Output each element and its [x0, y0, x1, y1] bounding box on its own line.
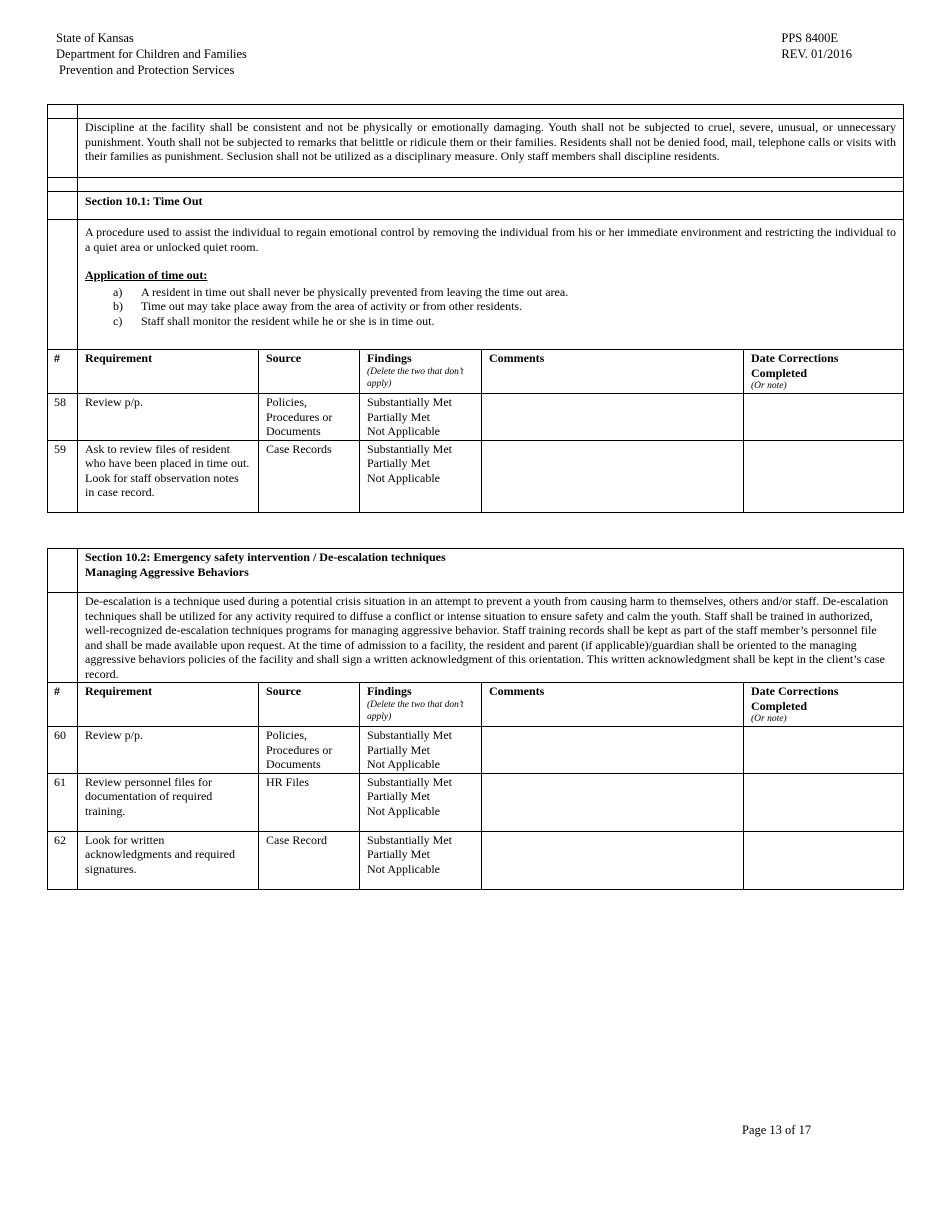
list-item: b) Time out may take place away from the area of activity or from other residents.: [113, 299, 523, 313]
row-source: HR Files: [259, 773, 360, 831]
col-requirement-header: Requirement: [78, 350, 259, 394]
row-number: 61: [48, 773, 78, 831]
definition-cell: [78, 220, 904, 350]
header-form-number: PPS 8400E: [781, 31, 838, 45]
definition-text: A procedure used to assist the individual to regain emotional control by removing the individual from his or her immediate environment and restricting the individual to a quiet area or unlocked quiet room.: [85, 225, 896, 254]
col-findings-header: Findings (Delete the two that don’t apply): [360, 683, 482, 727]
row-comments[interactable]: [482, 440, 744, 512]
blank-cell: [48, 119, 78, 178]
header-revision: REV. 01/2016: [781, 47, 852, 61]
row-source: Policies, Procedures or Documents: [259, 394, 360, 441]
discipline-row: [48, 119, 904, 178]
header-agency: [56, 30, 247, 78]
row-date[interactable]: [744, 773, 904, 831]
column-header-row: [48, 350, 904, 394]
header-division: Prevention and Protection Services: [59, 63, 235, 77]
list-item: c) Staff shall monitor the resident while he or she is in time out.: [113, 313, 435, 328]
col-requirement-header: Requirement: [78, 683, 259, 727]
page-number: Page 13 of 17: [742, 1123, 812, 1137]
spacer-cell: [48, 178, 78, 192]
row-source: Policies, Procedures or Documents: [259, 727, 360, 774]
blank-cell: [48, 192, 78, 220]
section-title: Section 10.1: Time Out: [78, 192, 904, 220]
list-item: a) A resident in time out shall never be physically prevented from leaving the time out area.: [113, 284, 569, 299]
section-title-row: [48, 549, 904, 593]
col-findings-header: Findings (Delete the two that don’t apply): [360, 350, 482, 394]
col-source-header: Source: [259, 350, 360, 394]
row-findings[interactable]: Substantially Met Partially Met Not Applicable: [360, 773, 482, 831]
row-comments[interactable]: [482, 394, 744, 441]
row-number: 59: [48, 440, 78, 512]
blank-cell: [48, 593, 78, 683]
row-source: Case Record: [259, 831, 360, 889]
col-date-header: Date Corrections Completed (Or note): [744, 683, 904, 727]
table-row: [48, 727, 904, 774]
header-state: State of Kansas: [56, 31, 134, 45]
row-findings[interactable]: Substantially Met Partially Met Not Applicable: [360, 394, 482, 441]
spacer-row: [48, 105, 904, 119]
row-requirement: Review p/p.: [78, 727, 259, 774]
row-date[interactable]: [744, 394, 904, 441]
row-source: Case Records: [259, 440, 360, 512]
row-findings[interactable]: Substantially Met Partially Met Not Applicable: [360, 727, 482, 774]
table-row: [48, 394, 904, 441]
col-num-header: #: [48, 683, 78, 727]
table-row: [48, 440, 904, 512]
section-title: Section 10.2: Emergency safety intervention / De-escalation techniques Managing Aggressive Behaviors: [78, 549, 904, 593]
row-findings[interactable]: Substantially Met Partially Met Not Applicable: [360, 440, 482, 512]
table-row: [48, 831, 904, 889]
row-requirement: Review p/p.: [78, 394, 259, 441]
spacer-cell: [78, 105, 904, 119]
definition-row: [48, 220, 904, 350]
col-source-header: Source: [259, 683, 360, 727]
row-requirement: Look for written acknowledgments and required signatures.: [78, 831, 259, 889]
application-heading: Application of time out:: [85, 268, 208, 282]
row-number: 60: [48, 727, 78, 774]
row-comments[interactable]: [482, 773, 744, 831]
header-form-id: [781, 30, 852, 62]
blank-cell: [48, 549, 78, 593]
col-comments-header: Comments: [482, 350, 744, 394]
definition-row: [48, 593, 904, 683]
section-title-row: [48, 192, 904, 220]
row-requirement: Review personnel files for documentation of required training.: [78, 773, 259, 831]
discipline-text: Discipline at the facility shall be consistent and not be physically or emotionally damaging. Youth shall not be subjected to cruel, severe, unusual, or unnecessary punishment. Youth shall not be subjected to remarks that belittle or ridicule them or their families. Residents shall not be denied food, mail, telephone calls or visits with their families as punishment. Seclusion shall not be utilized as a disciplinary measure. Only staff members shall discipline residents.: [78, 119, 904, 178]
row-number: 58: [48, 394, 78, 441]
blank-cell: [48, 220, 78, 350]
row-date[interactable]: [744, 727, 904, 774]
row-comments[interactable]: [482, 831, 744, 889]
deescalation-table: [47, 548, 904, 890]
time-out-table: [47, 104, 904, 513]
header-department: Department for Children and Families: [56, 47, 247, 61]
col-num-header: #: [48, 350, 78, 394]
spacer-row: [48, 178, 904, 192]
spacer-cell: [78, 178, 904, 192]
row-requirement: Ask to review files of resident who have been placed in time out. Look for staff observation notes in case record.: [78, 440, 259, 512]
col-comments-header: Comments: [482, 683, 744, 727]
table-row: [48, 773, 904, 831]
row-comments[interactable]: [482, 727, 744, 774]
application-list: [85, 285, 896, 329]
row-date[interactable]: [744, 831, 904, 889]
spacer-cell: [48, 105, 78, 119]
column-header-row: [48, 683, 904, 727]
row-findings[interactable]: Substantially Met Partially Met Not Applicable: [360, 831, 482, 889]
row-number: 62: [48, 831, 78, 889]
col-date-header: Date Corrections Completed (Or note): [744, 350, 904, 394]
definition-text: De-escalation is a technique used during a potential crisis situation in an attempt to prevent a youth from causing harm to themselves, others and/or staff. De-escalation techniques shall be utilized for any activity required to diffuse a conflict or intense situation to ensure safety and calm the youth. Staff shall be trained in authorized, well-recognized de-escalation techniques programs for managing aggressive behavior. Staff training records shall be kept as part of the staff member’s personnel file and shall be made available upon request. At the time of admission to a facility, the resident and parent (if applicable)/guardian shall be oriented to the managing aggressive behaviors policies of the facility and shall sign a written acknowledgment of this orientation. This written acknowledgment shall be kept in the client’s case record.: [78, 593, 904, 683]
row-date[interactable]: [744, 440, 904, 512]
